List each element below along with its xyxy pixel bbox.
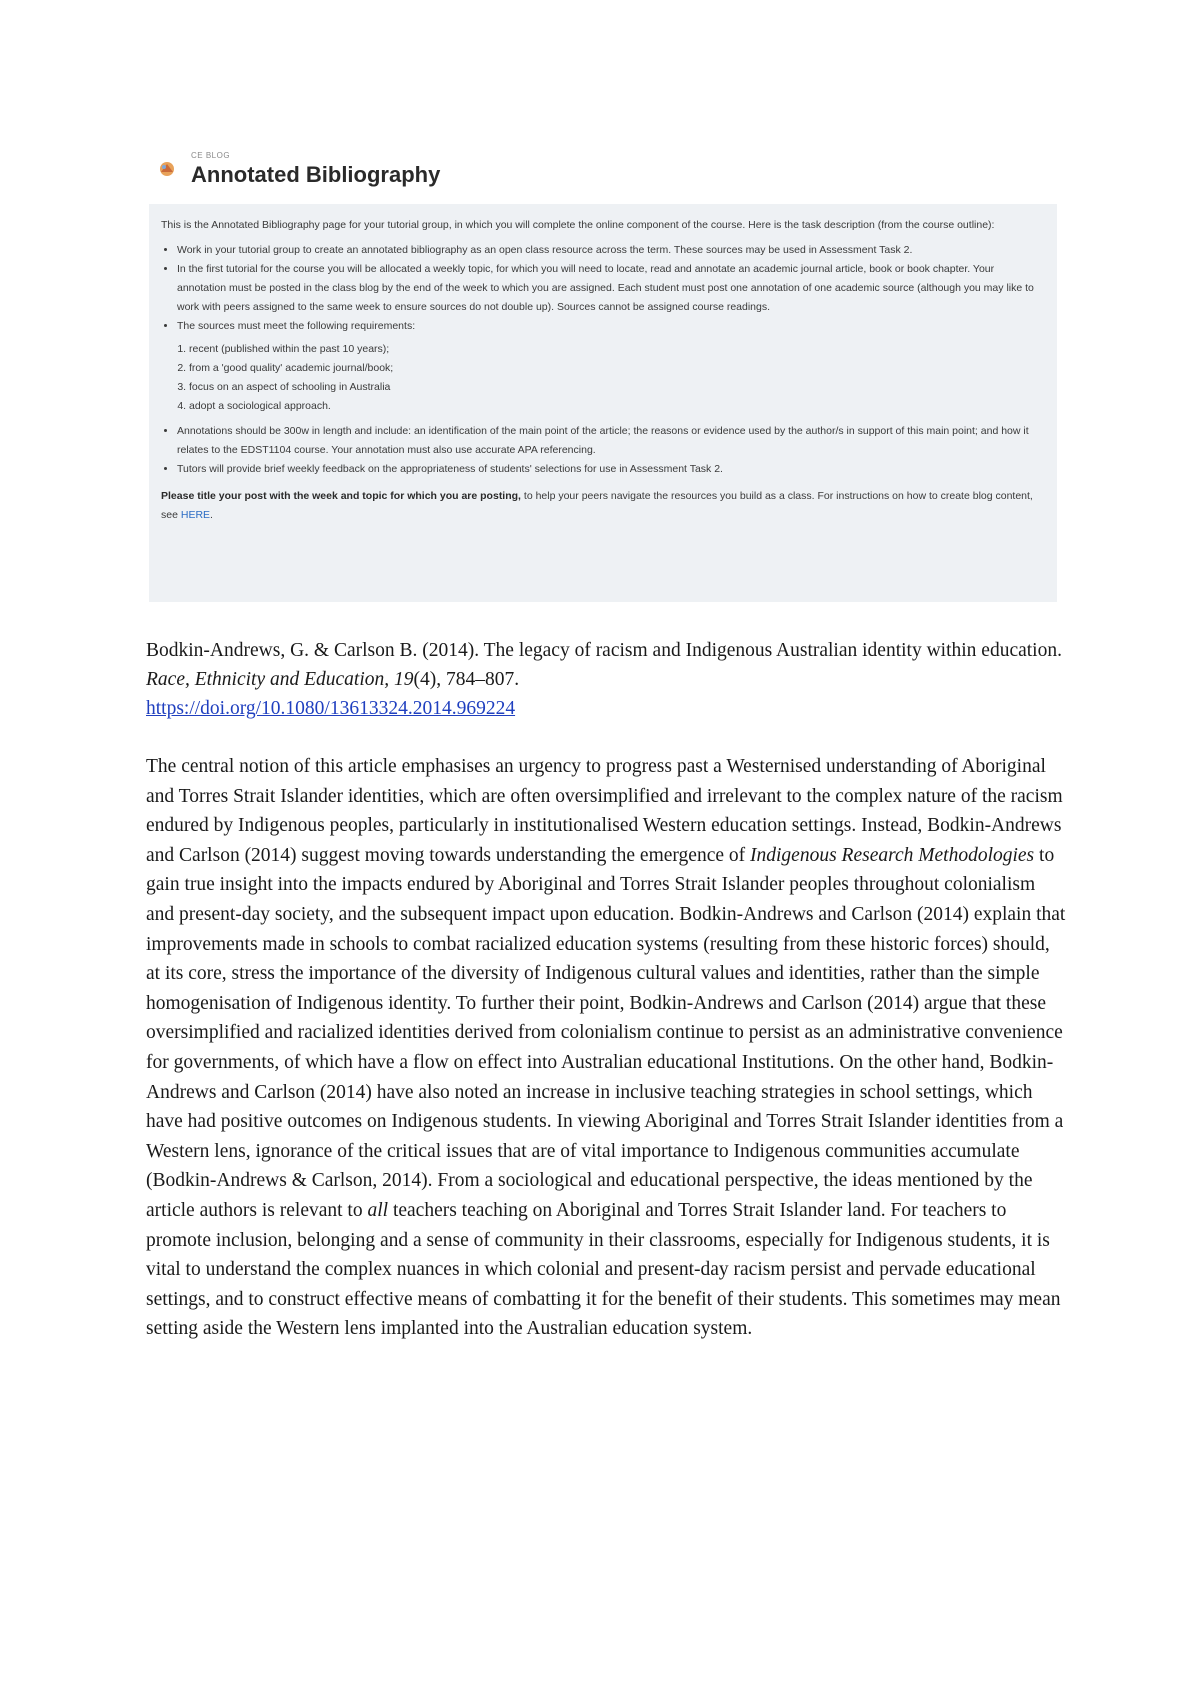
blog-title: Annotated Bibliography — [191, 162, 441, 187]
blog-task-description — [149, 204, 1057, 602]
blog-bullet: • Tutors will provide brief weekly feedback on the appropriateness of students' selections for use in Assessment Task 2. — [177, 460, 1045, 479]
annotation-text: The central notion of this article emphasises an urgency to progress past a Westernised understanding of Aboriginal and Torres Strait Islander identities, which are often oversimplified and irrelevant to the complex nature of the racism endured by Indigenous peoples, particularly in institutionalised Western education settings. Instead, Bodkin-Andrews and Carlson (2014) suggest moving towards understanding the emergence of — [146, 756, 1063, 866]
annotation-text: to gain true insight into the impacts endured by Aboriginal and Torres Strait Islander peoples throughout colonialism and present-day society, and the subsequent impact upon education. Bodkin-Andrews and Carlson (2014) explain that improvements made in schools to combat racialized education systems (resulting from these historic forces) should, at its core, stress the importance of the diversity of Indigenous cultural values and identities, rather than the simple homogenisation of Indigenous identity. To further their point, Bodkin-Andrews and Carlson (2014) argue that these oversimplified and racialized identities derived from colonialism continue to persist as an administrative convenience for governments, of which have a flow on effect into Australian educational Institutions. On the other hand, Bodkin-Andrews and Carlson (2014) have also noted an increase in inclusive teaching strategies in school settings, which have had positive outcomes on Indigenous students. In viewing Aboriginal and Torres Strait Islander identities from a Western lens, ignorance of the critical issues that are of vital importance to Indigenous communities accumulate (Bodkin-Andrews & Carlson, 2014). From a sociological and educational perspective, the ideas mentioned by the article authors is relevant to — [146, 844, 1066, 1221]
blog-bullets-bottom — [161, 422, 1045, 479]
blog-closing-bold: Please title your post with the week and topic for which you are posting, — [161, 490, 521, 502]
blog-bullet: • The sources must meet the following requirements: — [177, 317, 1045, 336]
citation-issue-pages: (4), 784–807. — [413, 669, 520, 690]
blog-closing-text: to help your peers navigate the resources you build as a class. For instructions on how to create blog content, see — [161, 490, 1033, 521]
citation-authors-title: Bodkin-Andrews, G. & Carlson B. (2014). The legacy of racism and Indigenous Australian identity within education. — [146, 640, 1062, 661]
requirement-item: 1. recent (published within the past 10 years); — [189, 340, 1045, 359]
blog-closing — [161, 487, 1045, 525]
blog-header — [149, 142, 1057, 204]
requirement-item: 2. from a 'good quality' academic journal/book; — [189, 359, 1045, 378]
annotation-italic-term: Indigenous Research Methodologies — [750, 844, 1035, 866]
blog-eyebrow: CE BLOG — [191, 151, 231, 160]
blog-logo-icon — [158, 160, 176, 178]
requirement-item: 4. adopt a sociological approach. — [189, 397, 1045, 416]
blog-bullet: • In the first tutorial for the course you will be allocated a weekly topic, for which you will need to locate, read and annotate an academic journal article, book or book chapter. Your annotation must be posted in the class blog by the end of the week to which you are assigned. Each student must post one annotation of one academic source (although you may like to work with peers assigned to the same week to ensure sources do not double up). Sources cannot be assigned course readings. — [177, 260, 1045, 317]
blog-closing-end: . — [210, 509, 213, 521]
citation-journal: Race, Ethnicity and Education, 19 — [146, 669, 414, 690]
blog-screenshot — [149, 142, 1057, 602]
blog-requirements-list — [161, 340, 1045, 416]
blog-bullets-top — [161, 241, 1045, 336]
requirement-item: 3. focus on an aspect of schooling in Australia — [189, 378, 1045, 397]
apa-citation — [146, 636, 1066, 723]
blog-here-link[interactable]: HERE — [180, 509, 211, 521]
annotation-paragraph — [146, 752, 1066, 1344]
annotation-italic-emphasis: all — [367, 1199, 389, 1221]
blog-bullet: • Work in your tutorial group to create an annotated bibliography as an open class resource across the term. These sources may be used in Assessment Task 2. — [177, 241, 1045, 260]
citation-doi-link[interactable]: https://doi.org/10.1080/13613324.2014.969224 — [146, 698, 516, 719]
annotation-text: teachers teaching on Aboriginal and Torres Strait Islander land. For teachers to promote inclusion, belonging and a sense of community in their classrooms, especially for Indigenous students, it is vital to understand the complex nuances in which colonial and present-day racism persist and pervade educational settings, and to construct effective means of combatting it for the benefit of their students. This sometimes may mean setting aside the Western lens implanted into the Australian education system. — [146, 1199, 1061, 1340]
blog-intro: This is the Annotated Bibliography page for your tutorial group, in which you will complete the online component of the course. Here is the task description (from the course outline): — [161, 219, 995, 231]
blog-bullet: • Annotations should be 300w in length and include: an identification of the main point of the article; the reasons or evidence used by the author/s in support of this main point; and how it relates to the EDST1104 course. Your annotation must also use accurate APA referencing. — [177, 422, 1045, 460]
